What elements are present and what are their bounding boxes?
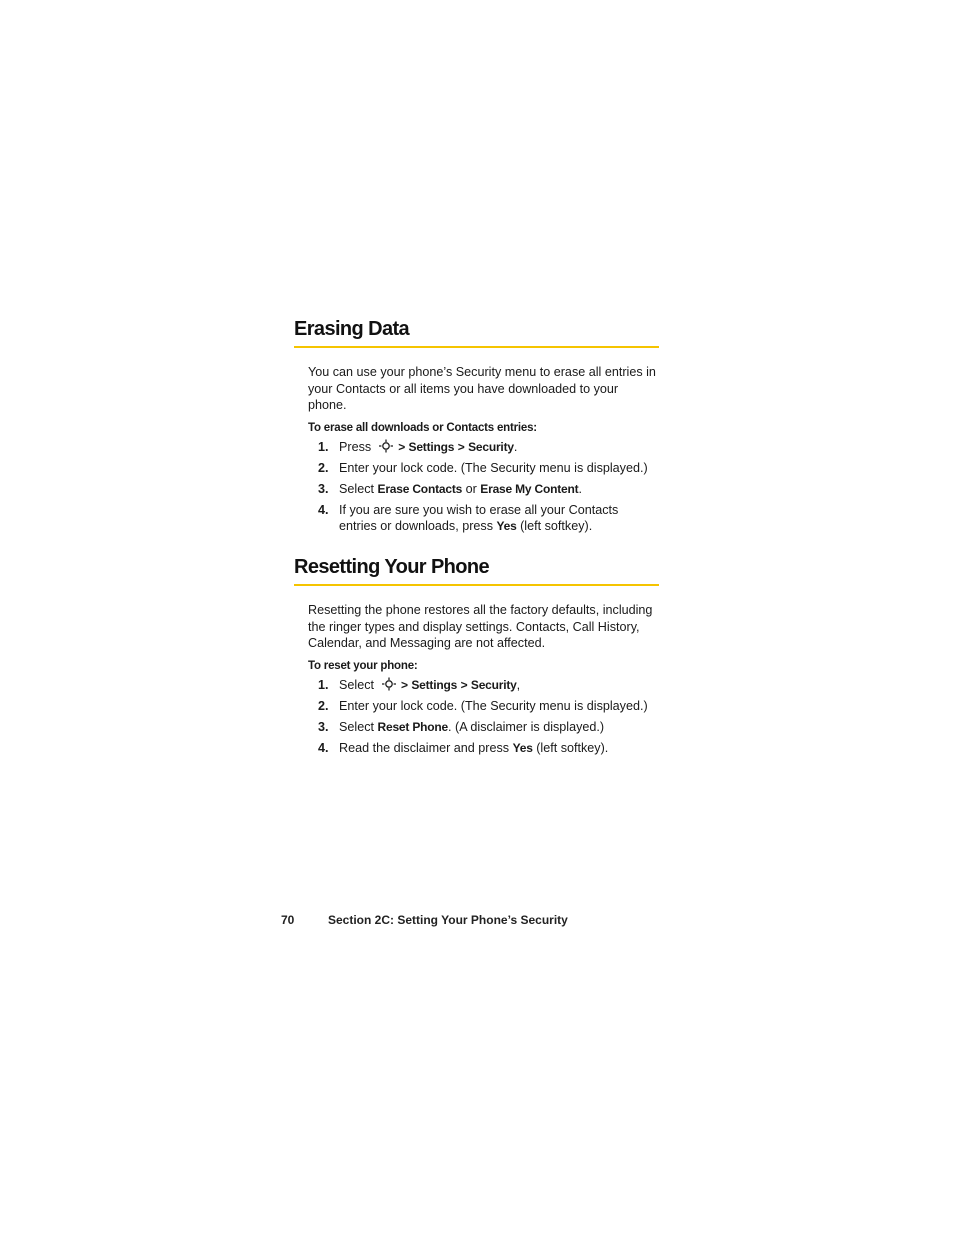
menu-item-erase-contacts: Erase Contacts [377,481,463,496]
page-footer [281,913,568,927]
step-text: . [513,439,518,454]
menu-separator: > [457,439,465,454]
step-text: Select [339,677,375,692]
step-text: . [578,481,582,496]
resetting-procedure-label: To reset your phone: [308,659,418,672]
step-text: , [516,677,521,692]
resetting-intro: Resetting the phone restores all the factory defaults, including the ringer types and display settings. Contacts, Call History, Calendar, and Messaging are not affected. [308,603,653,650]
step-item [294,677,659,694]
step-text: If you are sure you wish to erase all your Contacts entries or downloads, press [339,502,619,534]
step-number: 4. [318,502,329,517]
step-number: 1. [318,439,329,454]
step-text: (left softkey). [516,519,593,534]
step-item [294,740,659,757]
step-number: 2. [318,698,329,713]
menu-item-security: Security [470,677,517,692]
menu-item-settings: Settings [411,677,458,692]
step-text: Enter your lock code. (The Security menu is displayed.) [339,460,648,475]
step-text: Read the disclaimer and press [339,740,513,755]
step-text: (left softkey). [532,740,609,755]
step-number: 1. [318,677,329,692]
step-number: 3. [318,481,329,496]
section-title-resetting-phone: Resetting Your Phone [294,554,659,586]
step-number: 4. [318,740,329,755]
step-number: 2. [318,460,329,475]
resetting-steps [294,677,659,757]
menu-item-reset-phone: Reset Phone [377,719,449,734]
erasing-steps [294,439,659,535]
footer-section-title: Section 2C: Setting Your Phone’s Security [328,913,568,927]
section-title-erasing-data: Erasing Data [294,316,659,348]
step-text: Select [339,481,378,496]
page-number: 70 [281,913,295,927]
erasing-procedure-label: To erase all downloads or Contacts entries: [308,421,537,434]
step-text: Press [339,439,372,454]
erasing-data-section [294,316,659,539]
step-number: 3. [318,719,329,734]
menu-item-erase-my-content: Erase My Content [480,481,579,496]
step-item [294,719,659,736]
softkey-yes: Yes [496,519,517,534]
menu-navigation-key-icon [381,677,397,691]
erasing-intro: You can use your phone’s Security menu to erase all entries in your Contacts or all items you have downloaded to your phone. [308,365,656,412]
menu-navigation-key-icon [378,439,394,453]
step-text: Select [339,719,378,734]
step-text: or [462,481,481,496]
step-item [294,439,659,456]
menu-separator: > [398,439,406,454]
menu-separator: > [401,677,408,692]
menu-item-settings: Settings [408,439,455,454]
step-text: . (A disclaimer is displayed.) [448,719,605,734]
step-item [294,502,659,535]
step-item [294,460,659,477]
step-item [294,698,659,715]
step-text: Enter your lock code. (The Security menu is displayed.) [339,698,648,713]
menu-separator: > [460,677,468,692]
menu-item-security: Security [468,439,514,454]
softkey-yes: Yes [512,740,533,755]
step-item [294,481,659,498]
resetting-phone-section [294,554,659,761]
